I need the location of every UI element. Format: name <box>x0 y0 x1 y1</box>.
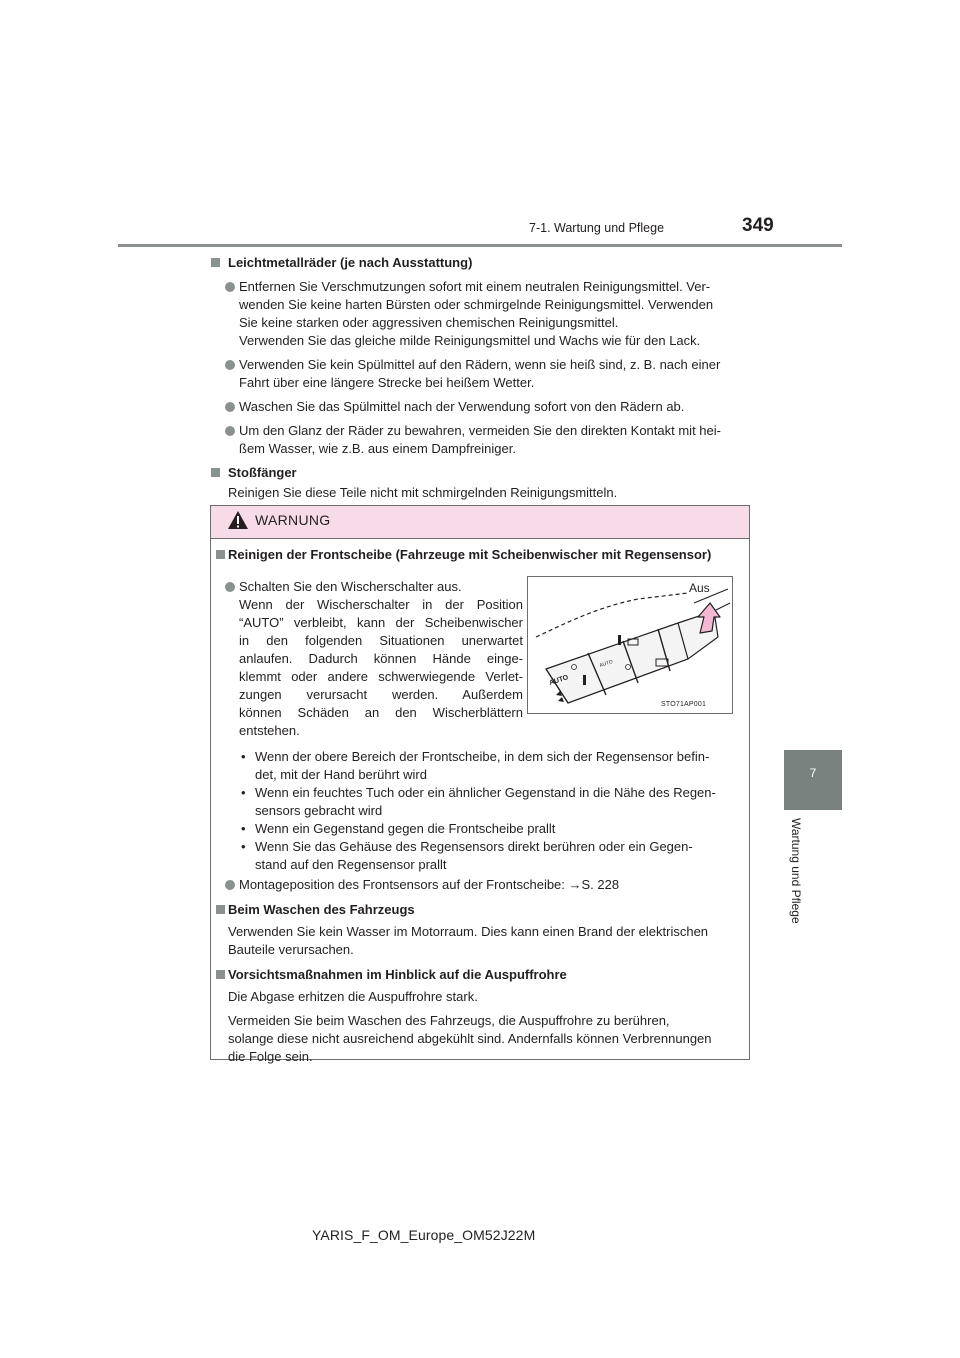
exhaust-text-1: Die Abgase erhitzen die Auspuffrohre stark. <box>228 989 478 1004</box>
chapter-label: Wartung und Pflege <box>789 818 803 924</box>
section-heading-bumper: Stoßfänger <box>211 464 751 482</box>
round-bullet-icon <box>225 402 235 412</box>
list-item: Waschen Sie das Spülmittel nach der Verwendung sofort von den Rädern ab. <box>211 398 751 416</box>
warning-triangle-icon <box>227 510 249 530</box>
list-item: • Wenn der obere Bereich der Frontscheibe, in dem sich der Regensensor befin- det, mit der Hand berührt wird <box>239 748 742 784</box>
section-title: 7-1. Wartung und Pflege <box>529 221 665 235</box>
list-item <box>216 876 742 894</box>
square-bullet-icon <box>216 905 225 914</box>
round-bullet-icon <box>225 282 235 292</box>
list-item: • Wenn Sie das Gehäuse des Regensensors direkt berühren oder ein Gegen- stand auf den Regensensor prallt <box>239 838 742 874</box>
wiper-switch-illustration <box>528 577 732 713</box>
document-code: YARIS_F_OM_Europe_OM52J22M <box>312 1227 536 1243</box>
chapter-number: 7 <box>809 766 817 780</box>
main-content <box>211 254 751 502</box>
header-rule <box>118 244 842 247</box>
chapter-tab[interactable] <box>784 750 842 810</box>
round-bullet-icon <box>225 360 235 370</box>
square-bullet-icon <box>211 468 220 477</box>
figure-label-off: Aus <box>689 581 710 595</box>
page-reference-link[interactable]: Montageposition des Frontsensors auf der Frontscheibe: →S. 228 <box>239 877 620 892</box>
wiper-switch-figure <box>527 576 733 714</box>
list-item: Entfernen Sie Verschmutzungen sofort mit einem neutralen Reinigungsmittel. Ver- wenden Sie keine harten Bürsten oder schmirgelnde Reinigungsmittel. Verwenden Sie keine starken oder aggressiven chemischen Reinigungsmittel. Verwenden Sie das gleiche milde Reinigungsmittel und Wachs wie für den Lack. <box>211 278 751 350</box>
square-bullet-icon <box>216 550 225 559</box>
list-item: • Wenn ein feuchtes Tuch oder ein ähnlicher Gegenstand in die Nähe des Regen- sensors gebracht wird <box>239 784 742 820</box>
figure-code: STO71AP001 <box>661 701 707 708</box>
round-bullet-icon <box>225 426 235 436</box>
washing-text: Verwenden Sie kein Wasser im Motorraum. Dies kann einen Brand der elektrischen Bauteile verursachen. <box>228 924 709 957</box>
round-bullet-icon <box>225 880 235 890</box>
warning-header <box>211 506 749 539</box>
list-item: • Wenn ein Gegenstand gegen die Frontscheibe prallt <box>239 820 742 838</box>
switch-auto-label: AUTO <box>548 674 570 687</box>
condition-list <box>216 748 742 874</box>
switch-auto-label-small: AUTO <box>598 658 614 669</box>
warning-title: WARNUNG <box>255 512 331 528</box>
section-heading-wheels: Leichtmetallräder (je nach Ausstattung) <box>211 254 751 272</box>
list-item: Schalten Sie den Wischerschalter aus. Wenn der Wischerschalter in der Position “AUTO” verbleibt, kann der Scheibenwischer in den folgenden Situationen unerwartet anlaufen. Dadurch können Hände einge- klemmt oder andere schwerwiegende Verlet- zungen verursacht werden. Außerdem können Schäden an den Wischerblättern entstehen. <box>216 578 523 740</box>
list-item: Verwenden Sie kein Spülmittel auf den Rädern, wenn sie heiß sind, z. B. nach einer Fahrt über eine längere Strecke bei heißem Wetter. <box>211 356 751 392</box>
bumper-text: Reinigen Sie diese Teile nicht mit schmirgelnden Reinigungsmitteln. <box>228 485 618 500</box>
round-bullet-icon <box>225 582 235 592</box>
square-bullet-icon <box>211 258 220 267</box>
list-item: Um den Glanz der Räder zu bewahren, vermeiden Sie den direkten Kontakt mit hei- ßem Wasser, wie z.B. aus einem Dampfreiniger. <box>211 422 751 458</box>
warning-heading-exhaust: Vorsichtsmaßnahmen im Hinblick auf die Auspuffrohre <box>216 966 742 984</box>
page-number: 349 <box>742 215 774 236</box>
exhaust-text-2: Vermeiden Sie beim Waschen des Fahrzeugs, die Auspuffrohre zu berühren, solange diese nicht ausreichend abgekühlt sind. Andernfalls können Verbrennungen die Folge sein. <box>228 1013 712 1064</box>
square-bullet-icon <box>216 970 225 979</box>
warning-heading-washing: Beim Waschen des Fahrzeugs <box>216 901 742 919</box>
warning-heading-windshield: Reinigen der Frontscheibe (Fahrzeuge mit Scheibenwischer mit Regensensor) <box>216 546 742 564</box>
